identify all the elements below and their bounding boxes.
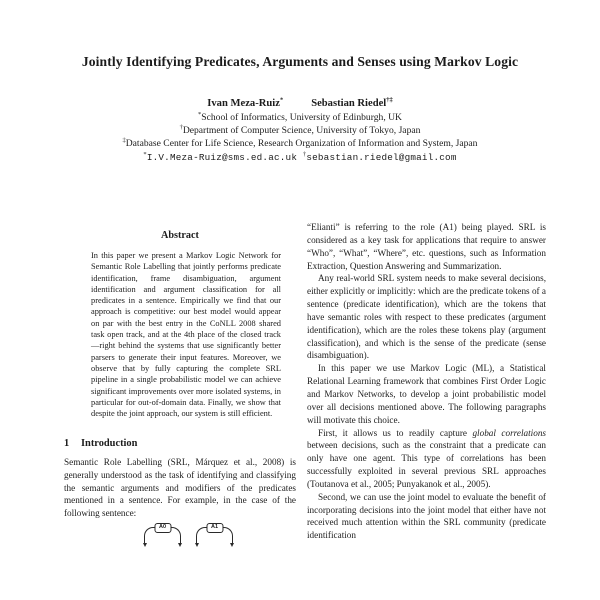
footnote-mark: * [279,96,284,104]
paragraph: First, it allows us to readily capture global correlations between decisions, such as the constraint that a predicate can only have one agent. This type of correlations has been successfully exploited in several previous SRL approaches (Toutanova et al., 2005; Punyakanok et al., 2005). [307,427,546,489]
affiliations [0,112,600,150]
role-arc-a0 [144,523,181,539]
paragraph: In this paper we use Markov Logic (ML), a Statistical Relational Learning framework that combines First Order Logic and Markov Networks, to develop a joint probabilistic model over all decisions mentioned above. The following paragraphs will motivate this choice. [307,363,546,425]
left-column [64,225,296,539]
srl-example-diagram [144,523,296,539]
author-line [0,98,600,109]
footnote-mark: †‡ [386,96,393,104]
abstract-text: In this paper we present a Markov Logic Network for Semantic Role Labelling that jointly performs predicate identification, frame disambiguation, argument identification and argument classification for all predicates in a sentence. Empirically we find that our approach is competitive: our best model would appear on par with the best entry in the CoNLL 2008 shared task open track, and at the 4th place of the closed track—right behind the systems that use significantly better parsers to generate their input features. Moreover, we observe that by fully capturing the complete SRL pipeline in a single probabilistic model we can achieve significant improvements over more isolated systems, in particular for out-of-domain data. Finally, we show that despite the joint approach, our system is still efficient. [91,251,281,419]
section-title: Introduction [81,438,138,450]
right-column [307,221,546,542]
abstract-heading: Abstract [161,230,199,241]
paragraph: Second, we can use the joint model to evaluate the benefit of incorporating decisions into the joint model that either have not received much attention within the SRL community (predicate identification [307,491,546,541]
email-address: sebastian.riedel@gmail.com [306,152,457,163]
email-address: I.V.Meza-Ruiz@sms.ed.ac.uk [146,152,298,163]
affiliation-line: ‡Database Center for Life Science, Research Organization of Information and System, Japan [122,136,478,149]
paper-title: Jointly Identifying Predicates, Arguments and Senses using Markov Logic [81,54,519,69]
emphasized-term: global correlations [472,427,546,438]
role-label-box: A0 [154,523,171,533]
author-name: Ivan Meza-Ruiz* [207,96,284,109]
intro-paragraph: Semantic Role Labelling (SRL, Márquez et al., 2008) is generally understood as the task of identifying and classifying the semantic arguments and modifiers of the predicates mentioned in a sentence. For example, in the case of the following sentence: [64,457,296,518]
section-heading-introduction [64,438,296,449]
author-name: Sebastian Riedel†‡ [311,96,393,109]
section-number: 1 [64,438,70,450]
author-emails: *I.V.Meza-Ruiz@sms.ed.ac.uk †sebastian.riedel@gmail.com [143,150,457,163]
affiliation-line: *School of Informatics, University of Edinburgh, UK [198,110,402,123]
paragraph: “Elianti” is referring to the role (A1) being played. SRL is considered as a key task for applications that require to answer “Who”, “What”, “Where”, etc. questions, such as Information Extraction, Question Answering and Summarization. [307,222,546,271]
paragraph: Any real-world SRL system needs to make several decisions, either explicitly or implicitly: which are the predicate tokens of a sentence (predicate identification), which are the tokens that have semantic roles with respect to these predicates (argument identification), which are the roles these tokens play (argument classification), and which is the sense of the predicate (sense disambiguation). [307,273,546,361]
role-arc-a1 [196,523,233,539]
role-label-box: A1 [206,523,223,533]
affiliation-line: †Department of Computer Science, University of Tokyo, Japan [179,123,421,136]
